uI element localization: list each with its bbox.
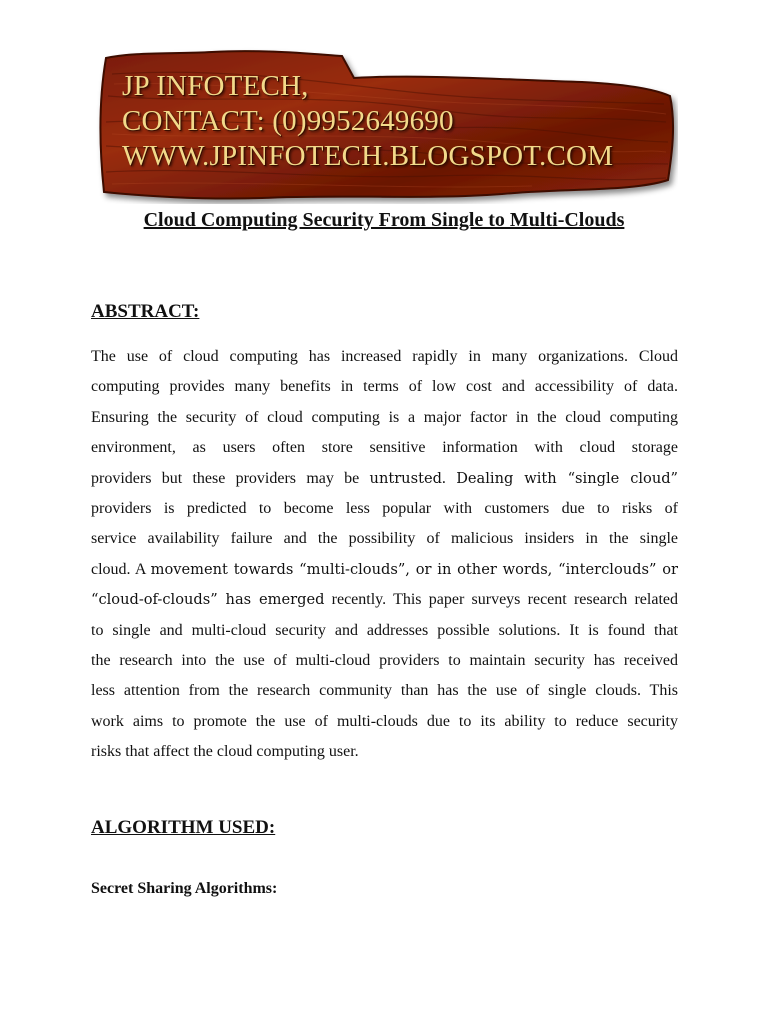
abstract-line <box>91 555 678 585</box>
abstract-text: providers but these providers may be <box>91 469 370 487</box>
banner-contact-phone: CONTACT: (0)9952649690 <box>122 105 454 137</box>
abstract-heading: ABSTRACT: <box>91 301 200 322</box>
abstract-line: the research into the use of multi-cloud providers to maintain security has received <box>91 651 678 669</box>
abstract-text: recently. This paper surveys recent research related <box>324 591 678 609</box>
abstract-line: less attention from the research community than has the use of single clouds. This <box>91 682 678 700</box>
abstract-line: to single and multi-cloud security and addresses possible solutions. It is found that <box>91 621 678 639</box>
abstract-emphasis: movement towards “multi-clouds”, or in other words, “interclouds” or <box>150 560 678 578</box>
abstract-line: environment, as users often store sensitive information with cloud storage <box>91 439 678 457</box>
abstract-line: risks that affect the cloud computing user. <box>91 743 359 761</box>
abstract-line: work aims to promote the use of multi-clouds due to its ability to reduce security <box>91 712 678 730</box>
abstract-line <box>91 585 678 615</box>
document-title: Cloud Computing Security From Single to Multi-Clouds <box>143 209 625 231</box>
abstract-line: The use of cloud computing has increased rapidly in many organizations. Cloud <box>91 348 678 365</box>
abstract-emphasis: “cloud-of-clouds” has emerged <box>91 591 325 609</box>
abstract-line: computing provides many benefits in terms of low cost and accessibility of data. <box>91 378 678 396</box>
contact-banner <box>92 44 678 204</box>
abstract-line: service availability failure and the possibility of malicious insiders in the single <box>91 530 678 548</box>
banner-company-name: JP INFOTECH, <box>122 70 309 102</box>
abstract-paragraph <box>91 342 678 767</box>
banner-website: WWW.JPINFOTECH.BLOGSPOT.COM <box>122 140 614 172</box>
abstract-emphasis: untrusted <box>369 469 442 487</box>
algorithm-subheading: Secret Sharing Algorithms: <box>91 880 278 897</box>
abstract-text: cloud. A <box>91 560 151 578</box>
abstract-emphasis: Dealing with “single cloud” <box>456 469 679 487</box>
algorithm-heading: ALGORITHM USED: <box>91 817 276 838</box>
abstract-line <box>91 464 678 494</box>
abstract-line: Ensuring the security of cloud computing is a major factor in the cloud computing <box>91 408 678 426</box>
abstract-line: providers is predicted to become less popular with customers due to risks of <box>91 499 678 517</box>
abstract-text: . <box>441 469 457 487</box>
